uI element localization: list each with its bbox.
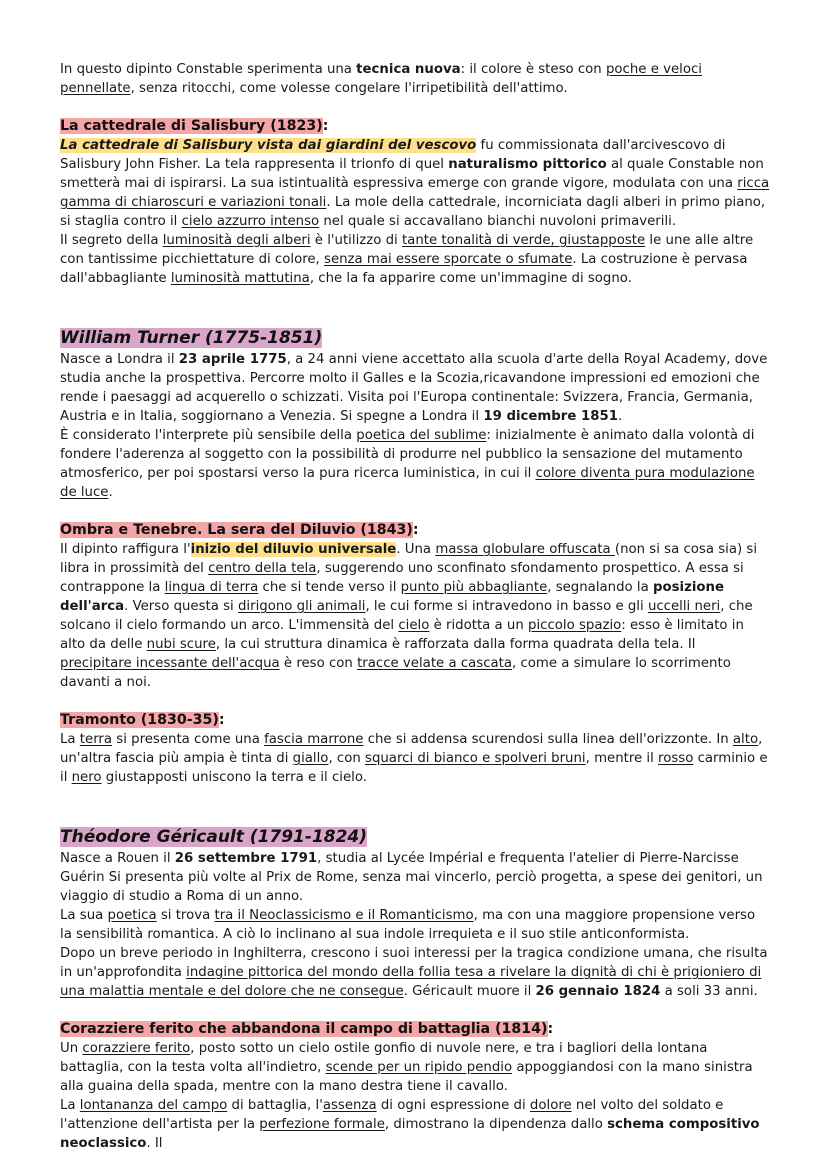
intro-paragraph: In questo dipinto Constable sperimenta una tecnica nuova: il colore è steso con poche e veloci pennellate, senza ritocchi, come volesse congelare l'irripetibilità dell'attimo. <box>60 62 702 96</box>
paragraph: È considerato l'interprete più sensibile della poetica del sublime: inizialmente è animato dalla volontà di fondere l'aderenza al soggetto con la possibilità di produrre nel pubblico la sensazione del mutamento atmosferico, per poi spostarsi verso la pura ricerca luministica, in cui il colore diventa pura modulazione de luce. <box>60 428 755 500</box>
paragraph: La lontananza del campo di battaglia, l'assenza di ogni espressione di dolore nel volto del soldato e l'attenzione dell'artista per la perfezione formale, dimostrano la dipendenza dallo schema compositivo neoclassico. Il <box>60 1098 760 1151</box>
section-salisbury <box>60 117 770 288</box>
paragraph: Un corazziere ferito, posto sotto un cielo ostile gonfio di nuvole nere, e tra i bagliori della lontana battaglia, con la testa volta all'indietro, scende per un ripido pendio appoggiandosi con la mano sinistra alla guaina della spada, mentre con la mano destra tiene il cavallo. <box>60 1041 753 1094</box>
section-turner <box>60 326 770 502</box>
paragraph: Il segreto della luminosità degli alberi è l'utilizzo di tante tonalità di verde, giustapposte le une alle altre con tantissime picchiettature di colore, senza mai essere sporcate o sfumate. La costruzione è pervasa dall'abbagliante luminosità mattutina, che la fa apparire come un'immagine di sogno. <box>60 233 754 286</box>
paragraph: Dopo un breve periodo in Inghilterra, crescono i suoi interessi per la tragica condizione umana, che risulta in un'approfondita indagine pittorica del mondo della follia tesa a rivelare la dignità di chi è prigioniero di una malattia mentale e del dolore che ne consegue. Géricault muore il 26 gennaio 1824 a soli 33 anni. <box>60 946 768 999</box>
paragraph: La sua poetica si trova tra il Neoclassicismo e il Romanticismo, ma con una maggiore propensione verso la sensibilità romantica. A ciò lo inclinano al sua indole irrequieta e il suo stile anticonformista. <box>60 908 756 942</box>
section-ombra-tenebre <box>60 521 770 692</box>
paragraph: Nasce a Londra il 23 aprile 1775, a 24 anni viene accettato alla scuola d'arte della Royal Academy, dove studia anche la prospettiva. Percorre molto il Galles e la Scozia,ricavandone impressioni ed emozioni che rende i paesaggi ad acquerello o schizzati. Visita poi l'Europa continentale: Svizzera, Francia, Germania, Austria e in Italia, soggiornano a Venezia. Si spegne a Londra il 19 dicembre 1851. <box>60 352 768 424</box>
section-gericault <box>60 825 770 1001</box>
paragraph: Nasce a Rouen il 26 settembre 1791, studia al Lycée Impérial e frequenta l'atelier di Pierre-Narcisse Guérin Si presenta più volte al Prix de Rome, senza mai vincerlo, perciò progetta, a spese dei genitori, un viaggio di studio a Roma di un anno. <box>60 851 763 904</box>
section-heading: La cattedrale di Salisbury (1823): <box>60 118 329 134</box>
artist-heading: William Turner (1775-1851) <box>60 328 323 348</box>
artist-heading: Théodore Géricault (1791-1824) <box>60 827 368 847</box>
paragraph: La cattedrale di Salisbury vista dai giardini del vescovo fu commissionata dall'arcivescovo di Salisbury John Fisher. La tela rappresenta il trionfo di quel naturalismo pittorico al quale Constable non smetterà mai di ispirarsi. La sua istintualità espressiva emerge con grande vigore, modulata con una ricca gamma di chiaroscuri e variazioni tonali. La mole della cattedrale, incorniciata dagli alberi in primo piano, si staglia contro il cielo azzurro intenso nel quale si accavallano bianchi nuvoloni primaverili. <box>60 138 770 229</box>
paragraph: La terra si presenta come una fascia marrone che si addensa scurendosi sulla linea dell'orizzonte. In alto, un'altra fascia più ampia è tinta di giallo, con squarci di bianco e spolveri bruni, mentre il rosso carminio e il nero giustapposti uniscono la terra e il cielo. <box>60 732 768 785</box>
section-heading: Corazziere ferito che abbandona il campo di battaglia (1814): <box>60 1021 554 1037</box>
section-corazziere <box>60 1020 770 1153</box>
paragraph: Il dipinto raffigura l'inizio del diluvio universale. Una massa globulare offuscata (non si sa cosa sia) si libra in prossimità del centro della tela, suggerendo uno sconfinato sfondamento prospettico. A essa si contrappone la lingua di terra che si tende verso il punto più abbagliante, segnalando la posizione dell'arca. Verso questa si dirigono gli animali, le cui forme si intravedono in basso e gli uccelli neri, che solcano il cielo formando un arco. L'immensità del cielo è ridotta a un piccolo spazio: esso è limitato in alto da delle nubi scure, la cui struttura dinamica è rafforzata dalla forma quadrata della tela. Il precipitare incessante dell'acqua è reso con tracce velate a cascata, come a simulare lo scorrimento davanti a noi. <box>60 542 758 690</box>
section-tramonto <box>60 711 770 787</box>
section-heading: Tramonto (1830-35): <box>60 712 225 728</box>
section-heading: Ombra e Tenebre. La sera del Diluvio (1843): <box>60 522 419 538</box>
